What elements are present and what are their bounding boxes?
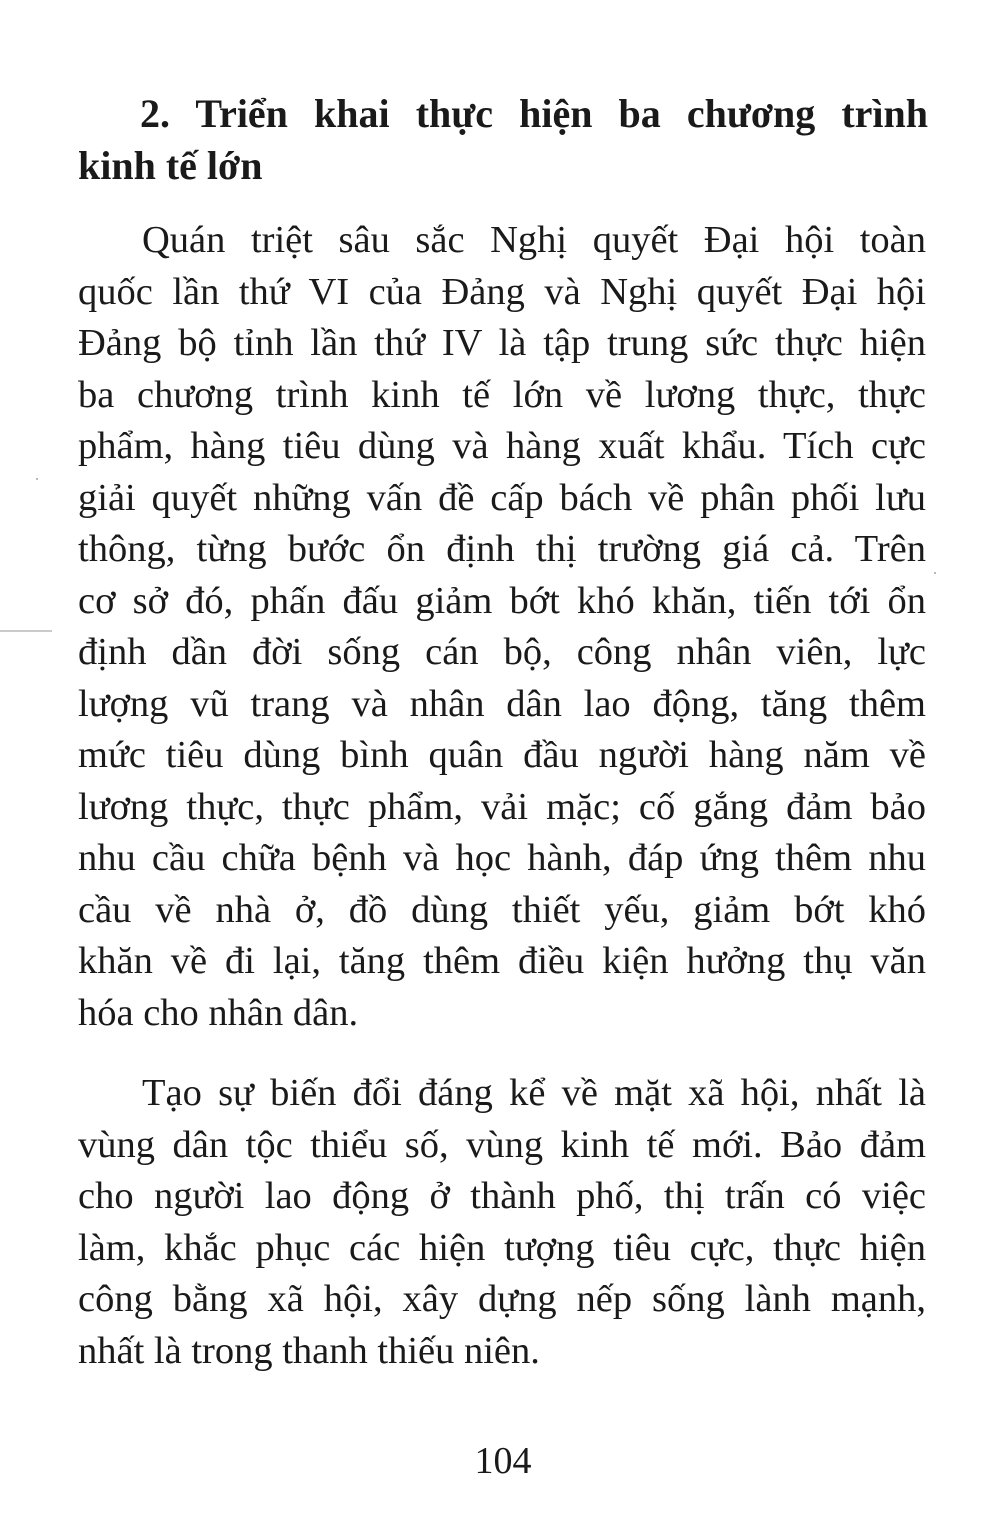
paragraph-2-line: vùng dân tộc thiểu số, vùng kinh tế mới. Bảo đảm (78, 1123, 926, 1166)
paragraph-1 (78, 215, 926, 1039)
paragraph-1-line: phẩm, hàng tiêu dùng và hàng xuất khẩu. Tích cực (78, 425, 926, 467)
paragraph-1-line: ba chương trình kinh tế lớn về lương thực, thực (78, 373, 926, 416)
paragraph-1-line: Đảng bộ tỉnh lần thứ IV là tập trung sức thực hiện (78, 322, 926, 364)
paragraph-1-line: cơ sở đó, phấn đấu giảm bớt khó khăn, tiến tới ổn (78, 579, 926, 622)
paragraph-2-line: cho người lao động ở thành phố, thị trấn có việc (78, 1175, 926, 1217)
paragraph-1-line: hóa cho nhân dân. (78, 991, 359, 1034)
section-heading-line-1: 2. Triển khai thực hiện ba chương trình (140, 91, 928, 136)
paragraph-1-line: thông, từng bước ổn định thị trường giá cả. Trên (78, 528, 926, 570)
paragraph-1-line: mức tiêu dùng bình quân đầu người hàng năm về (78, 734, 926, 776)
paragraph-1-line: cầu về nhà ở, đồ dùng thiết yếu, giảm bớt khó (78, 888, 926, 931)
section-heading-line-2: kinh tế lớn (78, 143, 263, 188)
paragraph-1-line: khăn về đi lại, tăng thêm điều kiện hưởng thụ văn (78, 940, 926, 982)
page-number: 104 (474, 1440, 532, 1482)
paragraph-2-line: làm, khắc phục các hiện tượng tiêu cực, thực hiện (78, 1226, 926, 1269)
scan-dot (36, 478, 38, 480)
paragraph-2-line: công bằng xã hội, xây dựng nếp sống lành mạnh, (78, 1278, 926, 1320)
paragraph-1-line: lương thực, thực phẩm, vải mặc; cố gắng đảm bảo (78, 785, 926, 828)
paragraph-1-line: Quán triệt sâu sắc Nghị quyết Đại hội toàn (142, 219, 926, 261)
paragraph-1-line: lượng vũ trang và nhân dân lao động, tăng thêm (78, 682, 926, 725)
section-heading (78, 88, 928, 192)
paragraph-1-line: định dần đời sống cán bộ, công nhân viên, lực (78, 631, 926, 673)
paragraph-2-line: nhất là trong thanh thiếu niên. (78, 1329, 540, 1372)
paragraph-2-line: Tạo sự biến đổi đáng kể về mặt xã hội, nhất là (142, 1072, 926, 1114)
paragraph-1-line: nhu cầu chữa bệnh và học hành, đáp ứng thêm nhu (78, 837, 926, 879)
paragraph-2 (78, 1068, 926, 1377)
scan-dot (934, 572, 936, 574)
paragraph-1-line: giải quyết những vấn đề cấp bách về phân phối lưu (78, 476, 926, 519)
paragraph-1-line: quốc lần thứ VI của Đảng và Nghị quyết Đại hội (78, 270, 926, 313)
scan-mark (0, 630, 52, 632)
